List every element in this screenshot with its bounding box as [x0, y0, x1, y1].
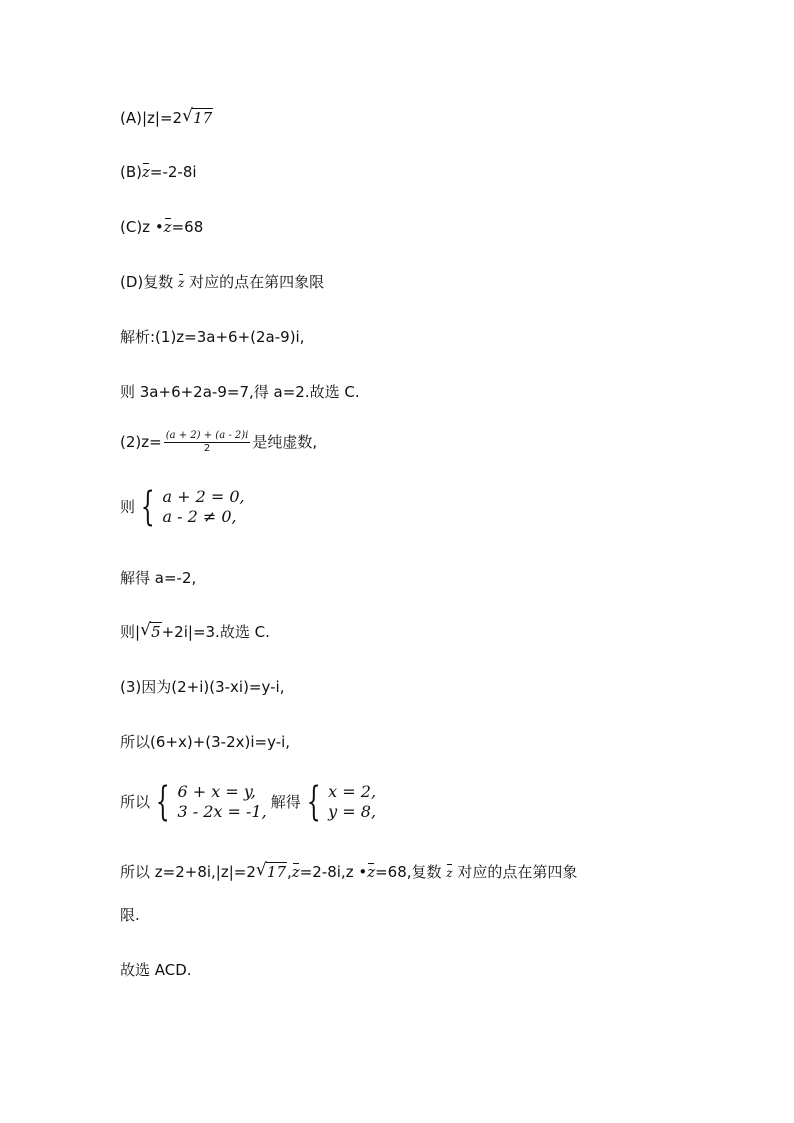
- option-b-label: (B): [120, 163, 142, 181]
- z-conjugate: z: [163, 218, 172, 236]
- line10-part: 所以 z=2+8i,|z|=2: [120, 863, 256, 881]
- solution-line-11: 限.: [120, 906, 140, 924]
- system-row: 6 + x = y,: [177, 782, 256, 801]
- option-a: [120, 108, 213, 128]
- line9-mid: 解得: [270, 793, 301, 811]
- line3-suffix: 是纯虚数,: [252, 433, 318, 451]
- solution-line-5: 解得 a=-2,: [120, 569, 197, 587]
- z-conjugate: z: [142, 163, 150, 181]
- option-d-text: 对应的点在第四象限: [184, 273, 325, 291]
- fraction-denominator: 2: [203, 443, 211, 454]
- sqrt-5: √ 5: [140, 622, 162, 642]
- system-row: y = 8,: [328, 802, 377, 821]
- solution-line-4: [120, 484, 245, 530]
- option-b-value: =-2-8i: [149, 163, 197, 181]
- equation-system: [120, 779, 377, 825]
- solution-line-6: [120, 622, 270, 642]
- line6-suffix: +2i|=3.故选 C.: [161, 623, 270, 641]
- fraction-numerator: (a + 2) + (a - 2)i: [165, 430, 249, 441]
- option-c-value: =68: [171, 218, 204, 236]
- brace-icon: {: [306, 779, 321, 825]
- solution-line-7: (3)因为(2+i)(3-xi)=y-i,: [120, 678, 285, 696]
- system-row: x = 2,: [328, 782, 377, 801]
- brace-icon: {: [155, 779, 170, 825]
- line4-prefix: 则: [120, 498, 136, 516]
- solution-line-12: 故选 ACD.: [120, 961, 192, 979]
- solution-line-8: 所以(6+x)+(3-2x)i=y-i,: [120, 733, 291, 751]
- line3-prefix: (2)z=: [120, 433, 162, 451]
- brace-icon: {: [140, 484, 155, 530]
- option-d: [120, 272, 324, 293]
- solution-line-1: 解析:(1)z=3a+6+(2a-9)i,: [120, 328, 305, 346]
- fraction: [164, 430, 251, 455]
- option-c: [120, 217, 203, 237]
- equation-system: [120, 484, 245, 530]
- system-row: a - 2 ≠ 0,: [162, 507, 237, 526]
- solution-line-2: 则 3a+6+2a-9=7,得 a=2.故选 C.: [120, 383, 360, 401]
- line9-prefix: 所以: [120, 793, 151, 811]
- option-d-label: (D)复数: [120, 273, 179, 291]
- solution-line-3: [120, 430, 317, 455]
- line10-part: =68,复数: [375, 863, 447, 881]
- z-conjugate: z: [446, 863, 452, 883]
- z-conjugate: z: [178, 273, 184, 293]
- line10-part: 对应的点在第四象: [452, 863, 578, 881]
- solution-line-9: [120, 779, 377, 825]
- option-a-text: (A)|z|=2: [120, 109, 183, 127]
- sqrt-17: √ 17: [256, 862, 287, 882]
- sqrt-17: √ 17: [182, 108, 213, 128]
- option-b: [120, 162, 197, 182]
- z-conjugate: z: [291, 863, 300, 881]
- line10-part: =2-8i,z •: [299, 863, 368, 881]
- line6-prefix: 则|: [120, 623, 141, 641]
- z-conjugate: z: [367, 863, 376, 881]
- system-row: 3 - 2x = -1,: [177, 802, 267, 821]
- option-c-label: (C)z •: [120, 218, 164, 236]
- line10-part: ,: [287, 863, 292, 881]
- system-row: a + 2 = 0,: [162, 487, 245, 506]
- solution-line-10: [120, 862, 577, 883]
